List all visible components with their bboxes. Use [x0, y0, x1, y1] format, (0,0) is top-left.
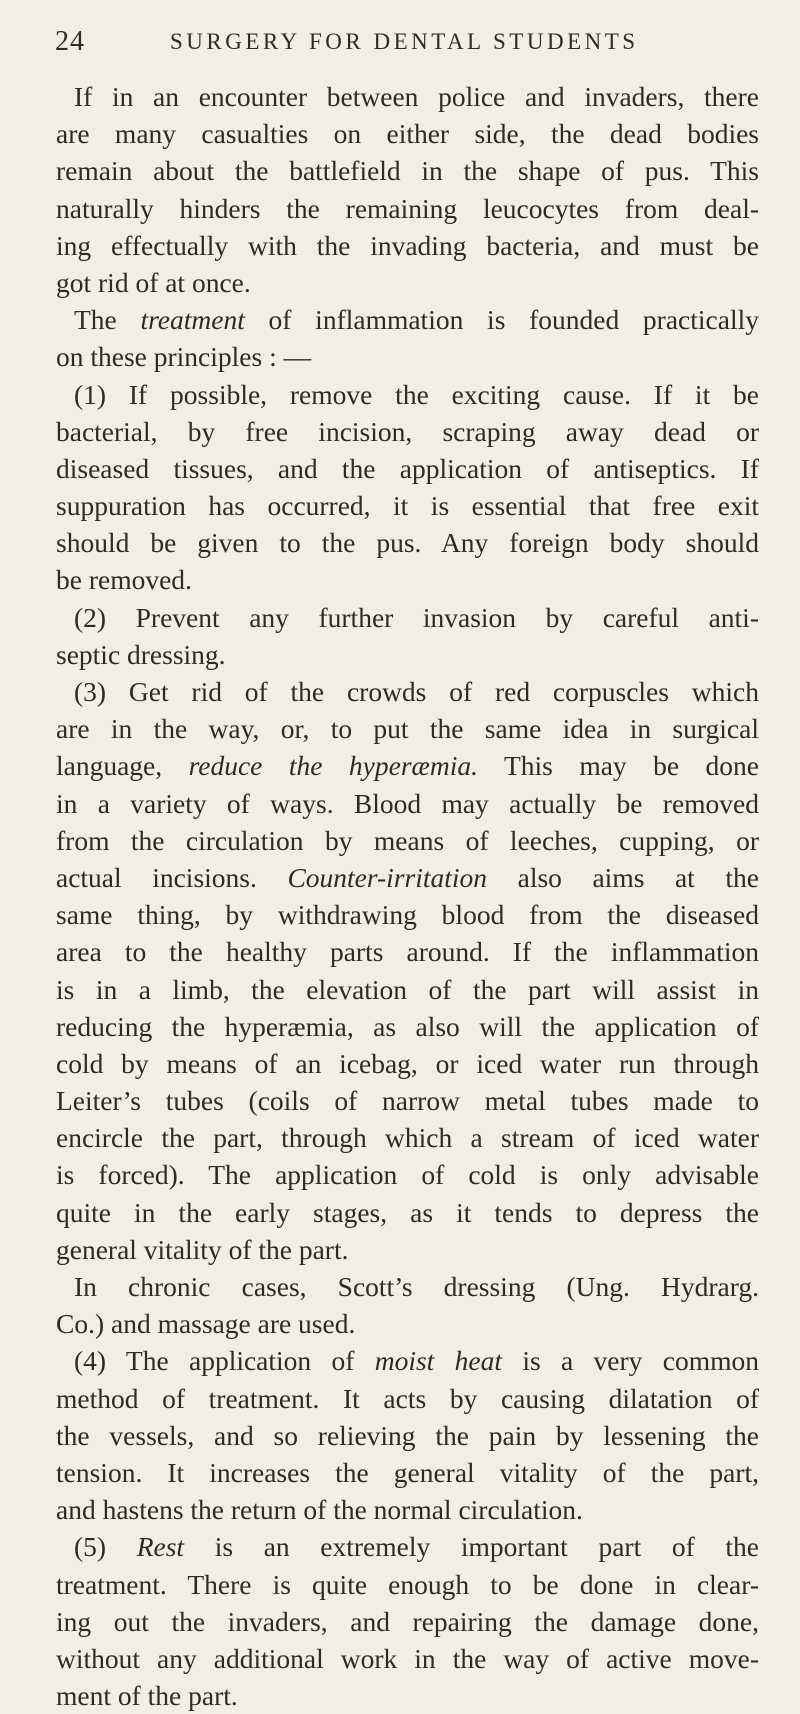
page-number: 24	[55, 26, 85, 57]
text-line: method of treatment. It acts by causing dilatation of	[56, 1382, 759, 1414]
text-line: got rid of at once.	[56, 266, 251, 298]
text-line: tension. It increases the general vitality of the part,	[56, 1456, 759, 1488]
text-line: cold by means of an icebag, or iced water run through	[56, 1047, 759, 1079]
text-line: (5) Rest is an extremely important part of the	[74, 1531, 759, 1563]
running-title: SURGERY FOR DENTAL STUDENTS	[170, 29, 639, 54]
text-line: area to the healthy parts around. If the inflammation	[56, 936, 759, 968]
text-line: suppuration has occurred, it is essential that free exit	[56, 490, 759, 522]
text-line: general vitality of the part.	[56, 1233, 349, 1265]
text-line: (4) The application of moist heat is a very common	[74, 1345, 759, 1377]
text-line: In chronic cases, Scott’s dressing (Ung. Hydrarg.	[74, 1271, 759, 1302]
text-line: Co.) and massage are used.	[56, 1308, 356, 1340]
text-line: (3) Get rid of the crowds of red corpuscles which	[74, 676, 759, 707]
text-line: language, reduce the hyperæmia. This may be done	[56, 750, 759, 782]
text-line: is forced). The application of cold is only advisable	[56, 1159, 759, 1191]
text-line: from the circulation by means of leeches, cupping, or	[56, 824, 759, 856]
text-line: ing effectually with the invading bacteria, and must be	[56, 229, 759, 261]
text-line: remain about the battlefield in the shape of pus. This	[56, 155, 759, 187]
text-line: ing out the invaders, and repairing the damage done,	[56, 1605, 759, 1637]
text-line: reducing the hyperæmia, as also will the application of	[56, 1010, 759, 1042]
text-line: same thing, by withdrawing blood from the diseased	[56, 899, 759, 931]
body-text	[56, 78, 759, 1714]
text-line: (1) If possible, remove the exciting cause. If it be	[74, 378, 759, 410]
text-line: ment of the part.	[56, 1680, 238, 1712]
text-line: on these principles : —	[56, 341, 312, 373]
text-line: treatment. There is quite enough to be done in clear-	[56, 1568, 759, 1600]
text-line: The treatment of inflammation is founded practically	[74, 304, 759, 336]
text-line: diseased tissues, and the application of antiseptics. If	[56, 452, 759, 484]
text-line: are many casualties on either side, the dead bodies	[56, 118, 759, 150]
text-line: the vessels, and so relieving the pain by lessening the	[56, 1419, 759, 1451]
text-line: naturally hinders the remaining leucocytes from deal-	[56, 192, 759, 224]
text-line: without any additional work in the way of active move-	[56, 1642, 759, 1674]
text-line: encircle the part, through which a stream of iced water	[56, 1122, 759, 1154]
text-line: in a variety of ways. Blood may actually be removed	[56, 787, 759, 819]
text-line: and hastens the return of the normal circulation.	[56, 1494, 583, 1526]
text-line: be removed.	[56, 564, 192, 596]
text-line: quite in the early stages, as it tends to depress the	[56, 1196, 759, 1228]
text-line: septic dressing.	[56, 638, 226, 670]
text-line: actual incisions. Counter-irritation also aims at the	[56, 861, 759, 893]
text-line: If in an encounter between police and invaders, there	[74, 81, 759, 112]
text-line: (2) Prevent any further invasion by careful anti-	[74, 601, 759, 633]
text-line: should be given to the pus. Any foreign body should	[56, 527, 759, 559]
running-head	[0, 22, 800, 62]
text-line: is in a limb, the elevation of the part will assist in	[56, 973, 759, 1005]
text-line: bacterial, by free incision, scraping away dead or	[56, 415, 759, 447]
text-line: are in the way, or, to put the same idea in surgical	[56, 713, 759, 745]
text-line: Leiter’s tubes (coils of narrow metal tubes made to	[56, 1085, 759, 1117]
